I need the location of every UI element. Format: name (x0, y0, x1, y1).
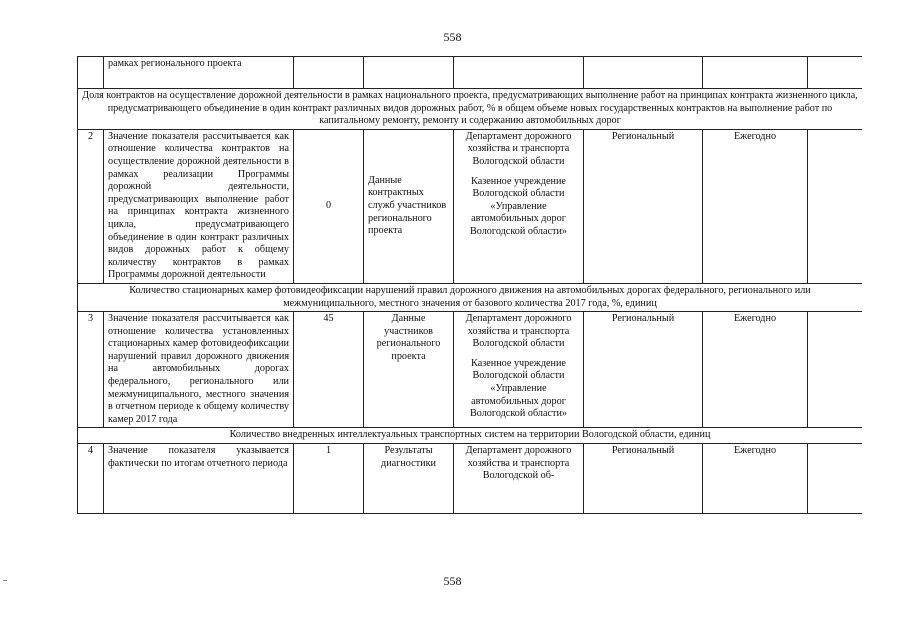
document-table-area (77, 56, 862, 557)
table-row (78, 444, 863, 514)
page-number-top: 558 (443, 30, 462, 44)
row-responsible-cell (454, 444, 584, 514)
row-number-cell: 3 (78, 312, 104, 428)
responsible-department: Департамент дорожного хозяйства и транспорта Вологодской об- (465, 445, 572, 482)
row-frequency-cell: Ежегодно (703, 129, 808, 283)
row-value-cell: 45 (294, 312, 364, 428)
row-level-cell: Региональный (584, 444, 703, 514)
row-level-cell: Региональный (584, 129, 703, 283)
section-heading: Количество стационарных камер фотовидеофиксации нарушений правил дорожного движения на автомобильных дорогах федерального, регионального или межмуниципального, местного значения от базового количества 2017 года, %, единиц (78, 283, 863, 311)
row-source-cell: Данные контрактных служб участников регионального проекта (364, 129, 454, 283)
row-source-cell: Результаты диагностики (364, 444, 454, 514)
row-responsible-cell (454, 129, 584, 283)
row-extra-cell (808, 312, 863, 428)
row-value-cell (294, 57, 364, 89)
responsible-department: Департамент дорожного хозяйства и транспорта Вологодской области (465, 313, 572, 350)
row-number-cell: 4 (78, 444, 104, 514)
section-heading-row (78, 283, 863, 311)
row-description-cell: Значение показателя указывается фактически по итогам отчетного периода (104, 444, 294, 514)
row-number-cell: 2 (78, 129, 104, 283)
row-responsible-cell (454, 57, 584, 89)
table-row (78, 312, 863, 428)
row-extra-cell (808, 444, 863, 514)
indicators-table (77, 56, 862, 514)
responsible-department: Департамент дорожного хозяйства и транспорта Вологодской области (465, 130, 572, 167)
section-heading: Количество внедренных интеллектуальных транспортных систем на территории Вологодской области, единиц (78, 428, 863, 444)
row-frequency-cell: Ежегодно (703, 312, 808, 428)
row-extra-cell (808, 57, 863, 89)
section-heading-row (78, 89, 863, 130)
row-description-cell: рамках регионального проекта (104, 57, 294, 89)
row-source-cell (364, 57, 454, 89)
page-number-bottom: 558 (443, 574, 462, 588)
row-responsible-cell (454, 312, 584, 428)
row-level-cell: Региональный (584, 312, 703, 428)
row-extra-cell (808, 129, 863, 283)
row-number-cell (78, 57, 104, 89)
row-level-cell (584, 57, 703, 89)
responsible-institution: Казенное учреждение Вологодской области «Управление автомобильных дорог Вологодской области» (469, 357, 568, 420)
section-heading-row (78, 428, 863, 444)
row-frequency-cell: Ежегодно (703, 444, 808, 514)
row-frequency-cell (703, 57, 808, 89)
responsible-institution: Казенное учреждение Вологодской области «Управление автомобильных дорог Вологодской области» (469, 175, 568, 237)
section-heading: Доля контрактов на осуществление дорожной деятельности в рамках национального проекта, предусматривающих выполнение работ на принципах контракта жизненного цикла, предусматривающего объединение в один контракт различных видов дорожных работ, % в общем объеме новых государственных контрактов на выполнение работ по капитальному ремонту, ремонту и содержанию автомобильных дорог (78, 89, 863, 130)
row-value-cell: 1 (294, 444, 364, 514)
row-description-cell: Значение показателя рассчитывается как отношение количества контрактов на осуществление дорожной деятельности в рамках реализации Программы дорожной деятельности, предусматривающих выполнение работ на принципах контракта жизненного цикла, предусматривающего объединение в один контракт различных видов дорожных работ к общему количеству контрактов в рамках Программы дорожной деятельности (104, 129, 294, 283)
row-description-cell: Значение показателя рассчитывается как отношение количества установленных стационарных камер фотовидеофиксации нарушений правил дорожного движения на автомобильных дорогах федерального, регионального или межмуниципального, местного значения в отчетном периоде к общему количеству камер 2017 года (104, 312, 294, 428)
margin-mark (3, 580, 7, 581)
table-row-carry (78, 57, 863, 89)
row-value-cell: 0 (294, 129, 364, 283)
row-source-cell: Данные участников регионального проекта (364, 312, 454, 428)
table-row (78, 129, 863, 283)
